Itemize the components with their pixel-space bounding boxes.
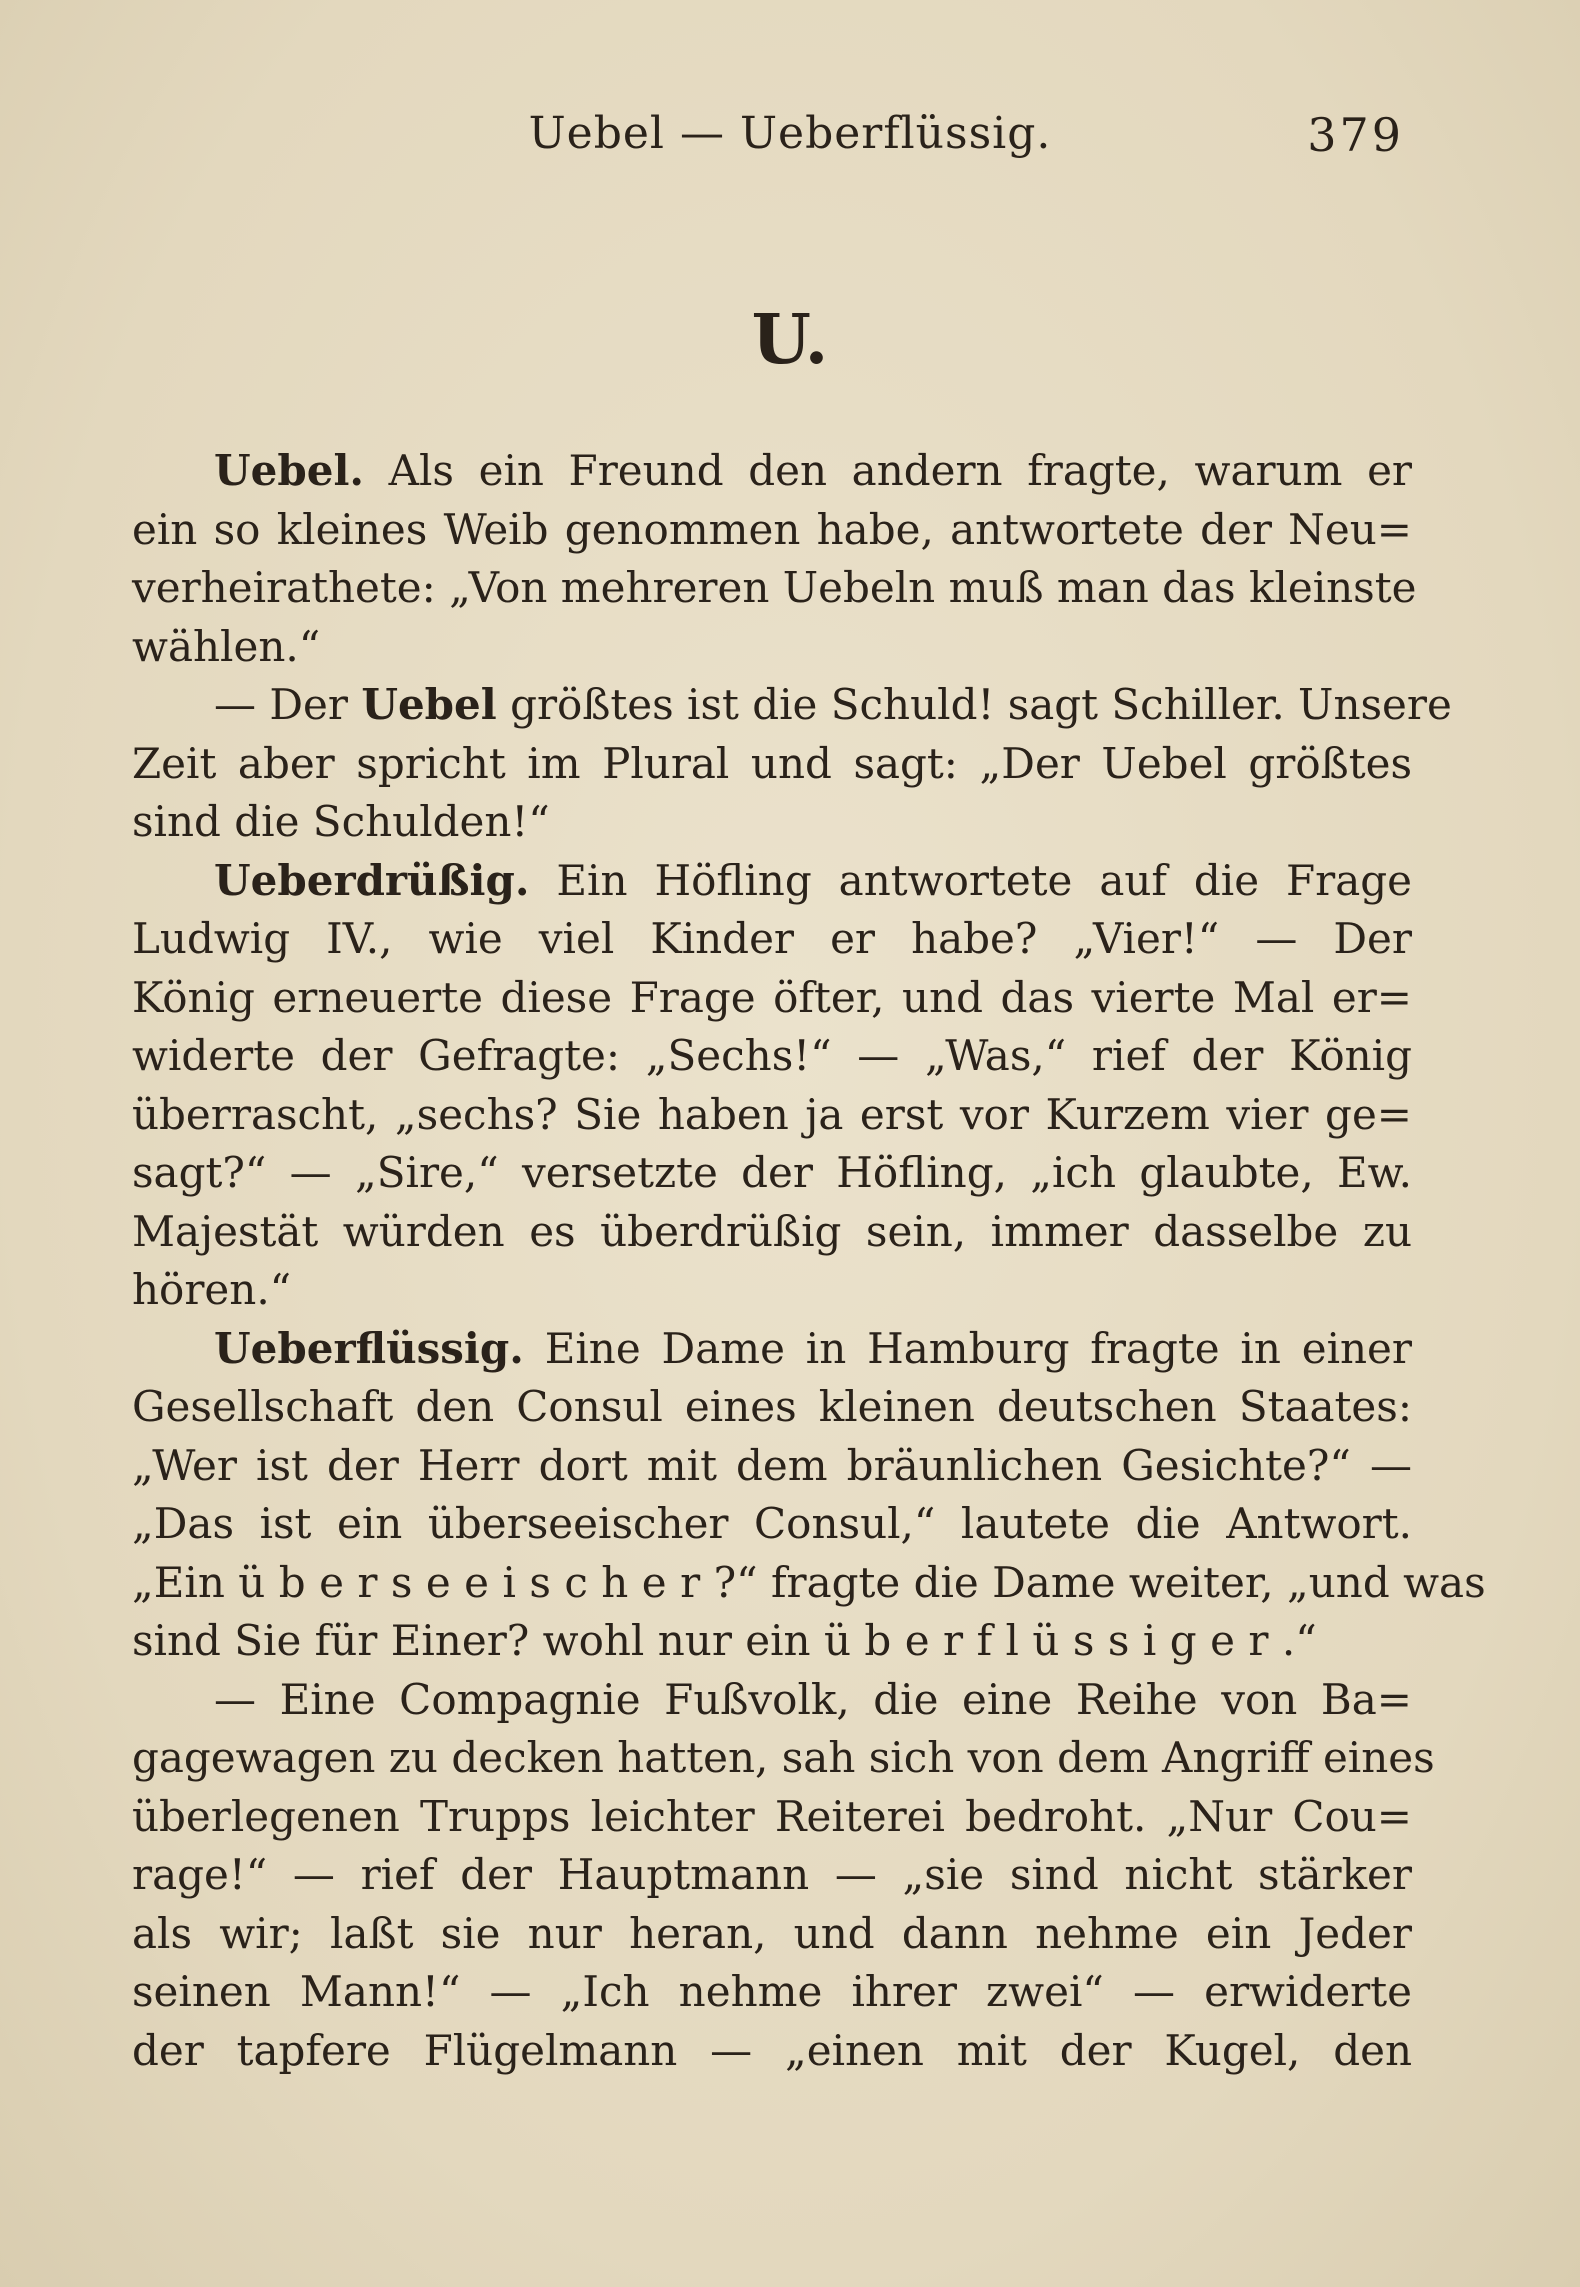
entry-keyword-ueberfluessig: Ueberflüssig. xyxy=(214,1323,524,1373)
text-line: der tapfere Flügelmann — „einen mit der Kugel, den xyxy=(132,2025,1412,2075)
text-line: widerte der Gefragte: „Sechs!“ — „Was,“ rief der König xyxy=(132,1031,1412,1080)
text-line: rage!“ — rief der Hauptmann — „sie sind nicht stärker xyxy=(132,1850,1412,1899)
text-line: Gesellschaft den Consul eines kleinen deutschen Staates: xyxy=(132,1382,1412,1431)
section-letter: U. xyxy=(751,300,829,380)
text-line: seinen Mann!“ — „Ich nehme ihrer zwei“ — erwiderte xyxy=(132,1967,1412,2016)
text-line: als wir; laßt sie nur heran, und dann nehme ein Jeder xyxy=(132,1908,1412,1958)
body-text xyxy=(132,442,1486,2080)
page-number: 379 xyxy=(1307,108,1404,162)
text-line: Uebel. Als ein Freund den andern fragte, warum er xyxy=(214,446,1412,495)
entry-keyword-uebel: Uebel. xyxy=(214,446,365,495)
text-line: Zeit aber spricht im Plural und sagt: „Der Uebel größtes xyxy=(132,738,1412,788)
text-line: verheirathete: „Von mehreren Uebeln muß man das kleinste xyxy=(132,563,1417,612)
text-line: König erneuerte diese Frage öfter, und das vierte Mal er= xyxy=(132,972,1412,1022)
running-head xyxy=(0,108,1580,168)
text-line: — Der Uebel größtes ist die Schuld! sagt Schiller. Unsere xyxy=(214,680,1452,729)
text-line: gagewagen zu decken hatten, sah sich von dem Angriff eines xyxy=(132,1733,1435,1782)
text-line: sind die Schulden!“ xyxy=(132,797,550,846)
text-line: ein so kleines Weib genommen habe, antwortete der Neu= xyxy=(132,504,1412,554)
entry-keyword-ueberdruessig: Ueberdrüßig. xyxy=(214,855,530,905)
inline-keyword-uebel: Uebel xyxy=(361,680,497,729)
text-line: sagt?“ — „Sire,“ versetzte der Höfling, „ich glaubte, Ew. xyxy=(132,1148,1412,1197)
spaced-emphasis: überseeischer xyxy=(238,1557,714,1607)
text-line: Ueberflüssig. Eine Dame in Hamburg fragte in einer xyxy=(214,1323,1412,1373)
text-line: Ludwig IV., wie viel Kinder er habe? „Vier!“ — Der xyxy=(132,914,1412,963)
running-head-title: Uebel — Ueberflüssig. xyxy=(528,108,1052,159)
text-line: überrascht, „sechs? Sie haben ja erst vor Kurzem vier ge= xyxy=(132,1089,1412,1139)
text-line: sind Sie für Einer? wohl nur ein überflüssiger.“ xyxy=(132,1616,1317,1665)
text-line: „Das ist ein überseeischer Consul,“ lautete die Antwort. xyxy=(132,1499,1412,1548)
text-line: wählen.“ xyxy=(132,621,321,671)
text-line: überlegenen Trupps leichter Reiterei bedroht. „Nur Cou= xyxy=(132,1791,1412,1841)
spaced-emphasis: überflüssiger xyxy=(823,1616,1282,1665)
text-line: „Ein überseeischer?“ fragte die Dame weiter, „und was xyxy=(132,1557,1486,1607)
text-line: — Eine Compagnie Fußvolk, die eine Reihe von Ba= xyxy=(214,1674,1412,1724)
text-line: hören.“ xyxy=(132,1265,292,1314)
text-line: Ueberdrüßig. Ein Höfling antwortete auf die Frage xyxy=(214,855,1412,905)
text-line: Majestät würden es überdrüßig sein, immer dasselbe zu xyxy=(132,1206,1412,1256)
text-line: „Wer ist der Herr dort mit dem bräunlichen Gesichte?“ — xyxy=(132,1440,1412,1490)
